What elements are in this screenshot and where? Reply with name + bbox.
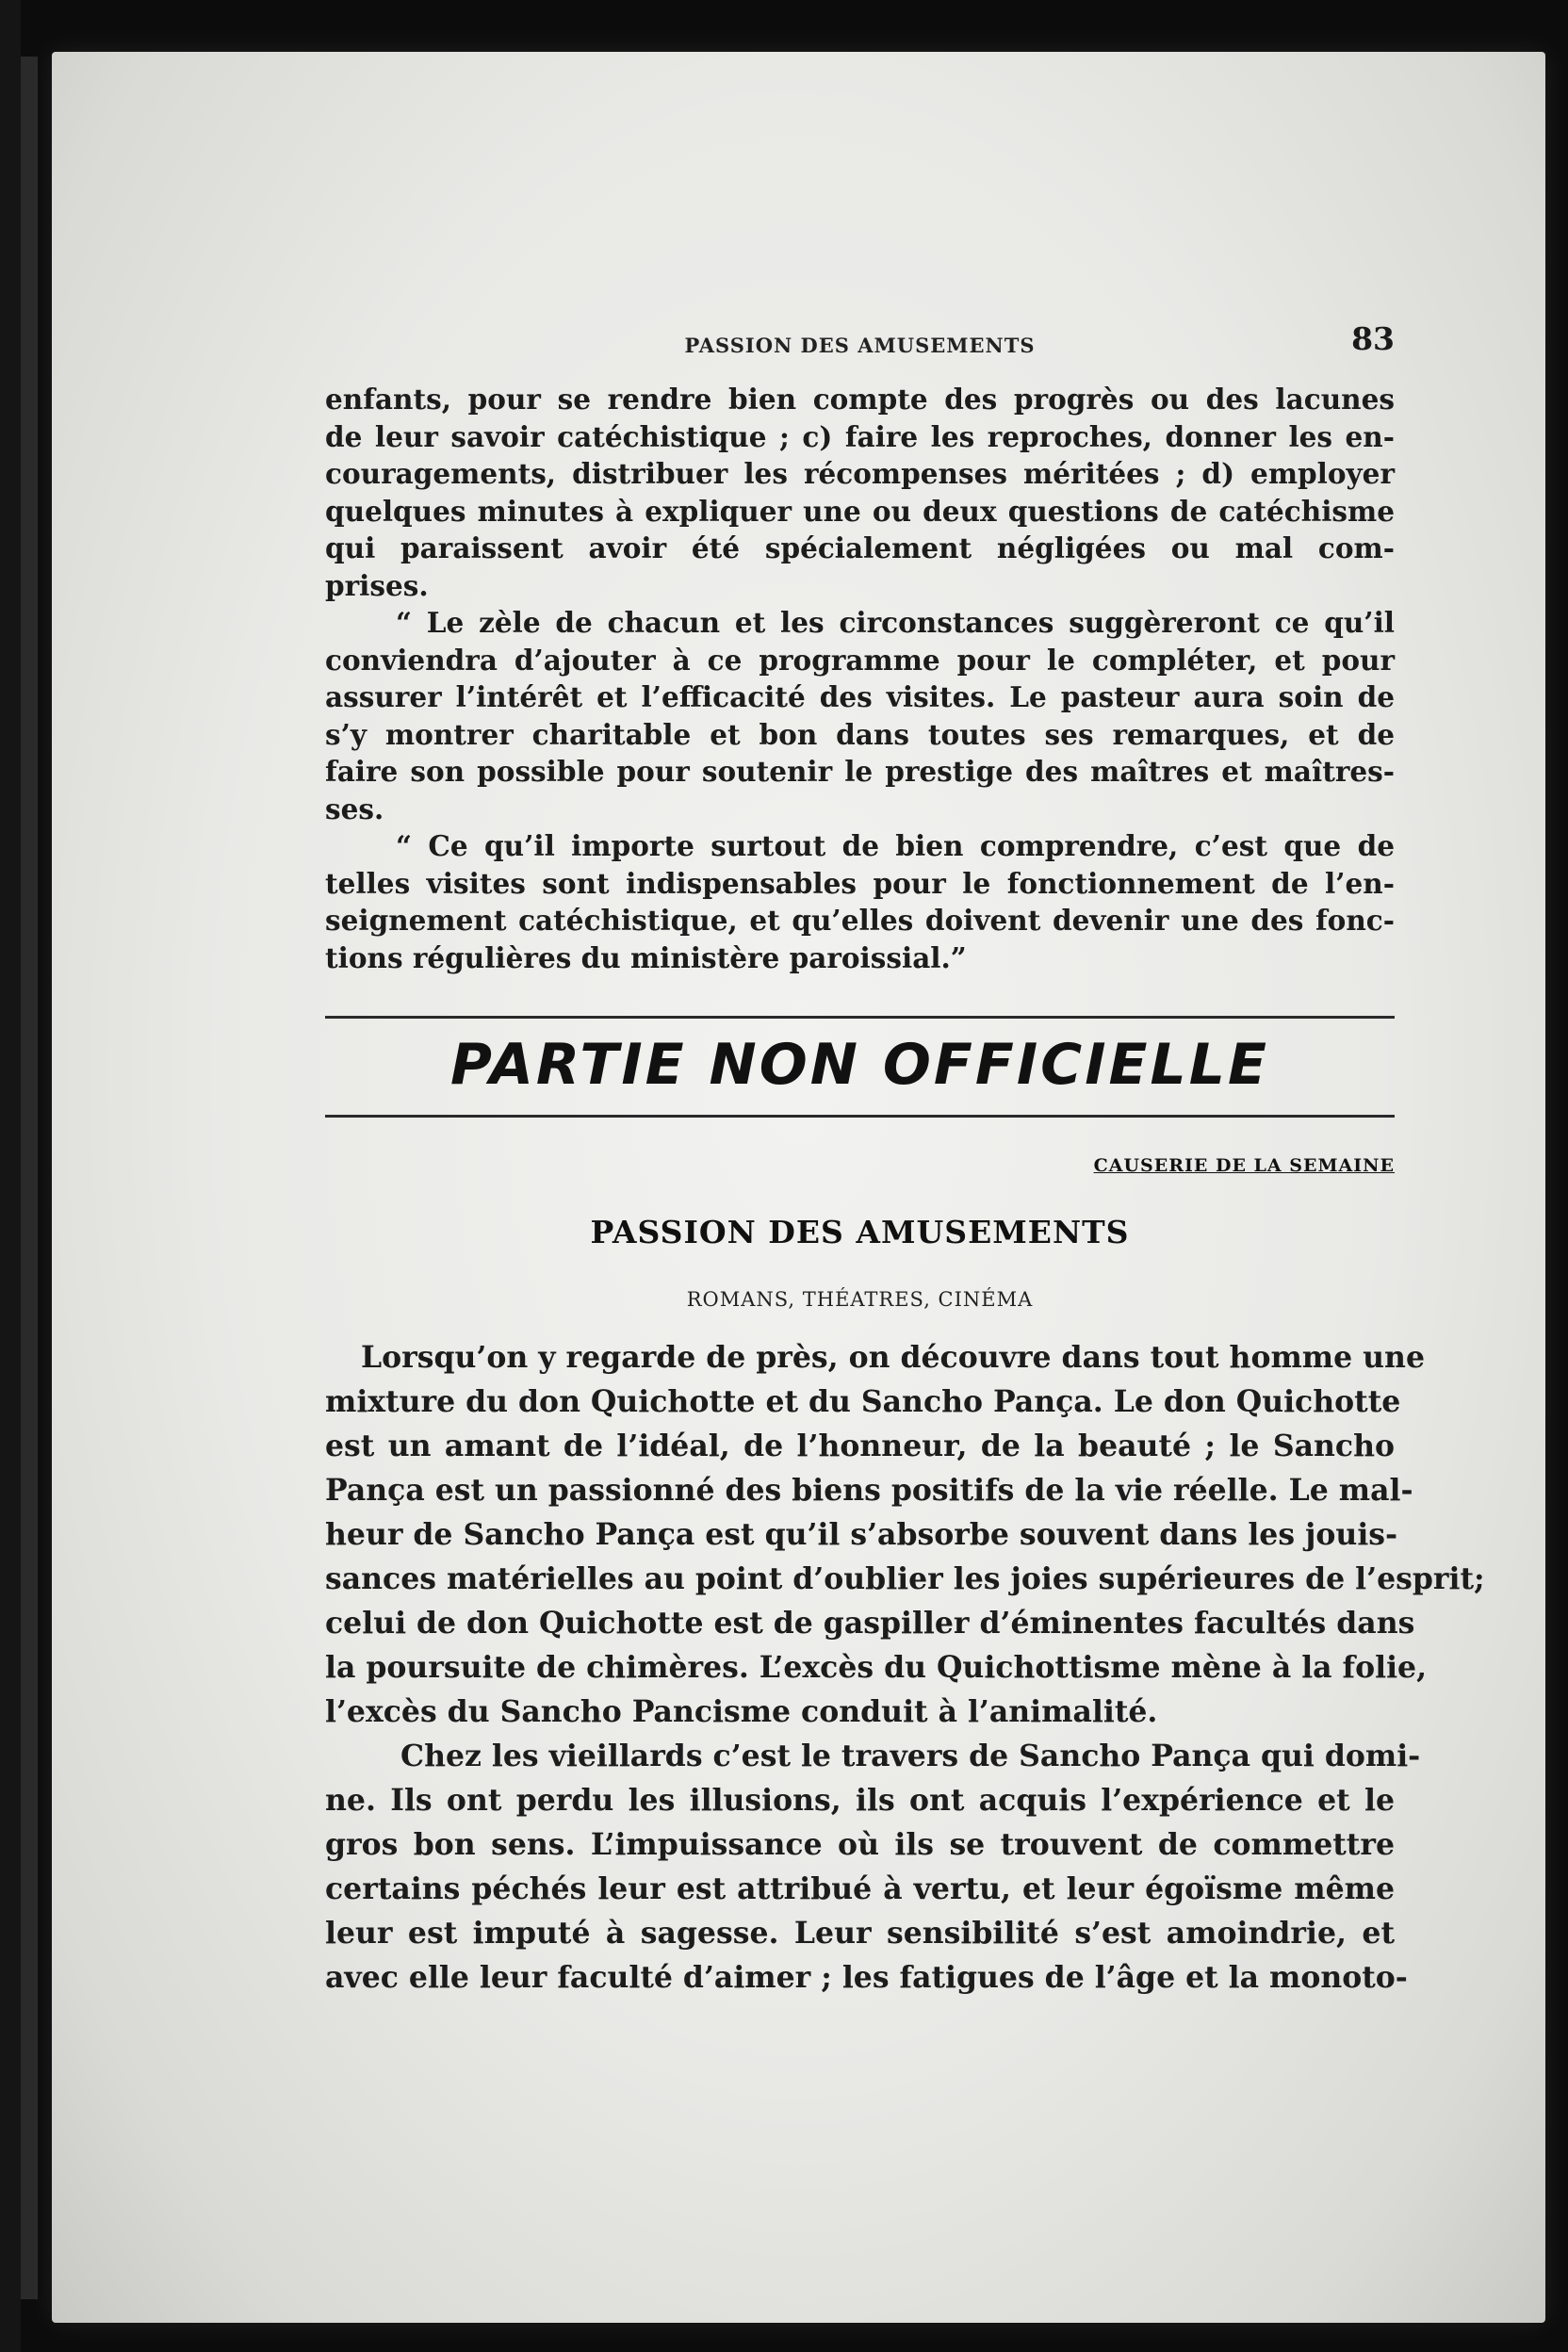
film-border-left bbox=[0, 0, 21, 2352]
text-line: la poursuite de chimères. L’excès du Quichottisme mène à la folie, bbox=[325, 1650, 1428, 1685]
text-line: gros bon sens. L’impuissance où ils se trouvent de commettre bbox=[325, 1827, 1395, 1862]
text-line: quelques minutes à expliquer une ou deux questions de catéchisme bbox=[325, 494, 1395, 528]
text-line: conviendra d’ajouter à ce programme pour le compléter, et pour bbox=[325, 643, 1395, 677]
continued-paragraph bbox=[325, 381, 1395, 604]
text-line: ne. Ils ont perdu les illusions, ils ont acquis l’expérience et le bbox=[325, 1783, 1395, 1818]
quote-paragraph-1 bbox=[325, 604, 1395, 827]
text-line: celui de don Quichotte est de gaspiller d’éminentes facultés dans bbox=[325, 1606, 1415, 1641]
text-line: prises. bbox=[325, 568, 429, 602]
text-line: qui paraissent avoir été spécialement négligées ou mal com- bbox=[325, 531, 1395, 564]
scanned-page bbox=[52, 52, 1545, 2323]
section-banner: PARTIE NON OFFICIELLE bbox=[450, 1032, 1269, 1098]
text-line: est un amant de l’idéal, de l’honneur, de la beauté ; le Sancho bbox=[325, 1429, 1395, 1463]
article-subtitle: ROMANS, THÉATRES, CINÉMA bbox=[686, 1288, 1034, 1311]
column-label: CAUSERIE DE LA SEMAINE bbox=[1093, 1155, 1395, 1176]
text-line: telles visites sont indispensables pour le fonctionnement de l’en- bbox=[325, 866, 1395, 900]
article-paragraph-2 bbox=[325, 1734, 1421, 2000]
text-line: faire son possible pour soutenir le prestige des maîtres et maîtres- bbox=[325, 755, 1395, 788]
text-line: seignement catéchistique, et qu’elles doivent devenir une des fonc- bbox=[325, 904, 1395, 937]
text-line: certains péchés leur est attribué à vertu, et leur égoïsme même bbox=[325, 1871, 1395, 1906]
section-rule-top bbox=[325, 1016, 1395, 1019]
page-content bbox=[325, 320, 1485, 2000]
text-line: Lorsqu’on y regarde de près, on découvre dans tout homme une bbox=[361, 1340, 1425, 1375]
film-edge-strip bbox=[21, 57, 38, 2299]
page-number: 83 bbox=[1351, 320, 1395, 357]
running-head: PASSION DES AMUSEMENTS bbox=[684, 334, 1036, 357]
text-line: mixture du don Quichotte et du Sancho Pança. Le don Quichotte bbox=[325, 1384, 1401, 1419]
text-line: sances matérielles au point d’oublier les joies supérieures de l’esprit; bbox=[325, 1561, 1485, 1596]
text-line: l’excès du Sancho Pancisme conduit à l’animalité. bbox=[325, 1694, 1158, 1729]
text-line: Pança est un passionné des biens positifs de la vie réelle. Le mal- bbox=[325, 1473, 1413, 1508]
text-line: Chez les vieillards c’est le travers de Sancho Pança qui domi- bbox=[400, 1739, 1421, 1773]
text-line: couragements, distribuer les récompenses méritées ; d) employer bbox=[325, 457, 1395, 490]
text-line: heur de Sancho Pança est qu’il s’absorbe souvent dans les jouis- bbox=[325, 1517, 1398, 1552]
text-line: “ Ce qu’il importe surtout de bien comprendre, c’est que de bbox=[396, 829, 1395, 862]
text-line: “ Le zèle de chacun et les circonstances suggèreront ce qu’il bbox=[396, 606, 1395, 639]
text-line: tions régulières du ministère paroissial.” bbox=[325, 940, 967, 974]
page-header bbox=[325, 320, 1395, 377]
text-line: de leur savoir catéchistique ; c) faire les reproches, donner les en- bbox=[325, 419, 1395, 453]
text-line: s’y montrer charitable et bon dans toutes ses remarques, et de bbox=[325, 717, 1395, 751]
text-line: enfants, pour se rendre bien compte des progrès ou des lacunes bbox=[325, 383, 1395, 416]
text-line: leur est imputé à sagesse. Leur sensibilité s’est amoindrie, et bbox=[325, 1916, 1395, 1951]
quote-paragraph-2 bbox=[325, 827, 1395, 976]
section-rule-bottom bbox=[325, 1115, 1395, 1118]
text-line: assurer l’intérêt et l’efficacité des visites. Le pasteur aura soin de bbox=[325, 680, 1395, 713]
text-line: avec elle leur faculté d’aimer ; les fatigues de l’âge et la monoto- bbox=[325, 1960, 1408, 1995]
text-line: ses. bbox=[325, 792, 384, 825]
article-title: PASSION DES AMUSEMENTS bbox=[590, 1214, 1130, 1250]
article-paragraph-1 bbox=[325, 1335, 1485, 1734]
